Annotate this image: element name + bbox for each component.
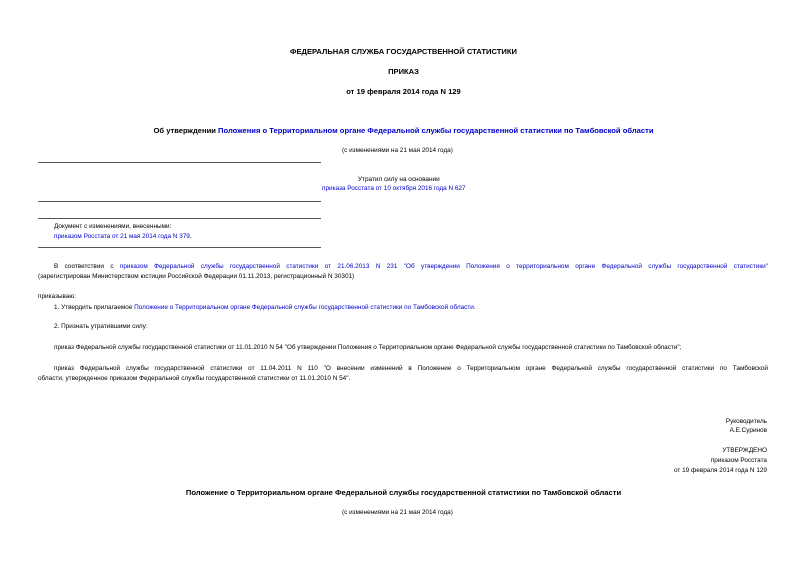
divider-2 [38,201,321,202]
lost-force-link[interactable]: приказа Росстата от 10 октября 2016 года N 627 [322,185,466,192]
approval-line-3: от 19 февраля 2014 года N 129 [674,467,767,474]
item-1-suffix: . [473,304,476,311]
divider-3 [38,218,321,219]
repealed-order-1: приказ Федеральной службы государственной статистики от 11.01.2010 N 54 "Об утверждении Положения о Территориальном органе Федеральной службы государственной статистики по Тамбовской области"; [54,344,682,351]
doc-date-number: от 19 февраля 2014 года N 129 [346,87,461,96]
amendments-line [54,233,192,240]
divider-1 [38,162,321,163]
divider-4 [38,247,321,248]
preamble-prefix: В соответствии с [54,263,120,270]
appendix-changes-note: (с изменениями на 21 мая 2014 года) [342,509,453,516]
amendments-link[interactable]: приказом Росстата от 21 мая 2014 года N 379 [54,233,190,240]
item-1-prefix: 1. Утвердить прилагаемое [54,304,135,311]
appendix-title: Положение о Территориальном органе Федеральной службы государственной статистики по Тамбовской области [185,488,622,497]
signature-position: Руководитель [725,418,767,425]
approval-line-1: УТВЕРЖДЕНО [722,447,767,454]
approval-line-2: приказом Росстата [710,457,767,464]
item-1 [54,304,476,311]
preamble-line-2: (зарегистрирован Министерством юстиции Российской Федерации 01.11.2013, регистрационный N 30301) [38,273,355,280]
document-title [0,126,807,135]
amendments-suffix: . [189,233,192,240]
repealed-order-2-line-2: области, утвержденное приказом Федеральной службы государственной статистики от 11.01.2010 N 54". [38,375,351,382]
repealed-order-2-line-1: приказ Федеральной службы государственной статистики от 11.04.2011 N 110 "О внесении изменений в Положение о Территориальном органе Федеральной службы государственной статистики по Тамбовской [54,365,768,372]
amendments-label: Документ с изменениями, внесенными: [54,223,172,230]
lost-force-label: Утратил силу на основании [358,176,440,183]
item-1-link[interactable]: Положение о Территориальном органе Федеральной службы государственной статистики по Тамбовской области [134,304,474,311]
doc-type: ПРИКАЗ [388,67,419,76]
order-word: приказываю: [38,293,76,300]
title-link[interactable]: Положения о Территориальном органе Федеральной службы государственной статистики по Тамбовской области [218,126,654,135]
preamble-link[interactable]: приказом Федеральной службы государственной статистики от 21.06.2013 N 231 "Об утверждении Положения о территориальном органе Федеральной службы государственной статистики" [119,263,769,270]
agency-name: ФЕДЕРАЛЬНАЯ СЛУЖБА ГОСУДАРСТВЕННОЙ СТАТИСТИКИ [290,47,517,56]
changes-note: (с изменениями на 21 мая 2014 года) [342,147,453,154]
signature-name: А.Е.Суринов [729,427,767,434]
preamble-line-1 [54,263,768,270]
item-2: 2. Признать утратившими силу: [54,323,148,330]
title-prefix: Об утверждении [153,126,219,135]
